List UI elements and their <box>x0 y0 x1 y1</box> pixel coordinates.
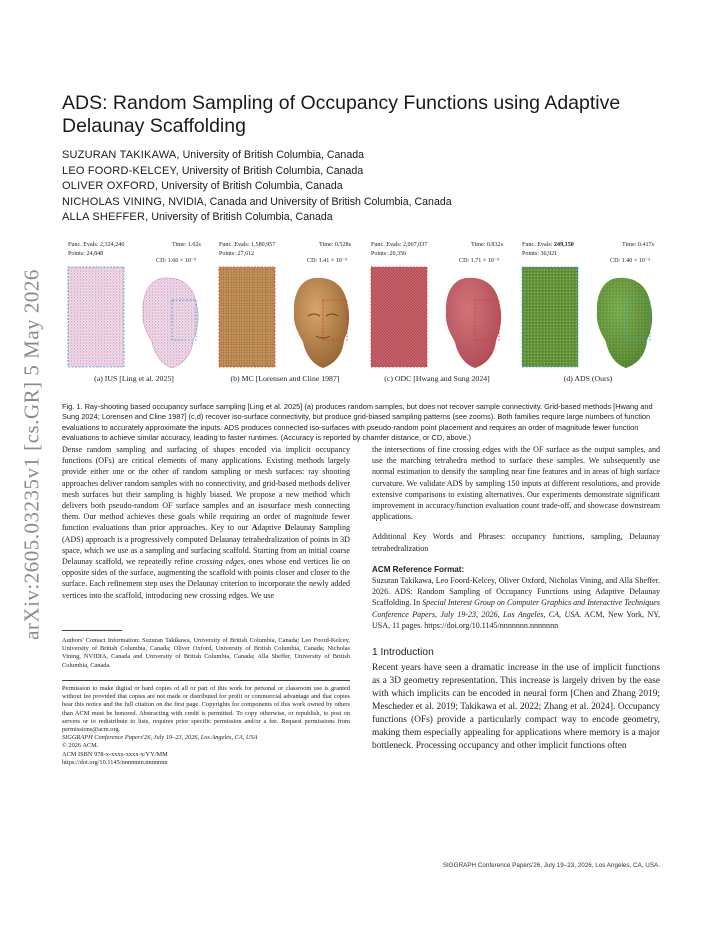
panel-caption: (c) ODC [Hwang and Sung 2024] <box>384 374 490 383</box>
figure-caption: Fig. 1. Ray-shooting based occupancy surface sampling [Ling et al. 2025] (a) produces random samples, but does not recover sample connectivity. Grid-based methods [Hwang and Sung 2024; Lorensen and Cline 1987] (c,d) recover iso-surface connectivity, but produce grid-biased sampling patterns (see zooms). Both families require large numbers of function evaluations to accurately approximate the inputs. ADS produces connected iso-surfaces with pseudo-random point placement and requires an order of magnitude fewer function evaluations to achieve similar accuracy, leading to faster runtimes. (Accuracy is reported by chamfer distance, or CD, above.) <box>62 402 653 442</box>
figure-panel-odc <box>365 242 509 390</box>
zoom-inset <box>371 267 427 367</box>
time-label: Time: 0.832s <box>471 242 503 248</box>
author-affiliation: University of British Columbia, Canada <box>151 211 333 224</box>
keywords: Additional Key Words and Phrases: occupancy functions, sampling, Delaunay tetrahedralization <box>372 532 660 553</box>
abstract-part: ampling (ADS) approach is a progressively computed Delaunay tetrahedralization of points in 3D space, which we use as a sampling and surfacing scaffold. Starting from an initial coarse Delaunay scaffold, we repeatedly refine <box>62 523 350 567</box>
author-name: OLIVER OXFORD, <box>62 180 159 193</box>
figure-panel-ius <box>62 242 206 390</box>
panel-caption: (d) ADS (Ours) <box>563 374 613 383</box>
acronym-letter: D <box>284 523 291 533</box>
abstract-emphasis: crossing edges <box>195 557 244 567</box>
acm-reference-part: Suzuran Takikawa, Leo Foord-Kelcey, Oliver Oxford, Nicholas Vining, and Alla Sheffer. 2026. ADS: Random Sampling of Occupancy Functions using Adaptive Delaunay Scaffolding. In <box>372 576 660 608</box>
abstract-continued: the intersections of fine crossing edges with the OF surface as the output samples, and use the marching tetrahedra method to surface these samples. We subsequently use normal estimation to densify the sampling near fine features and in areas of high surface curvature. We validate ADS by sampling 150 inputs at different resolutions, and provide extensive comparisons to existing alternatives. Our experiments demonstrate significant improvement in accuracy/function evaluation count trade-off, and showcase downstream applications. <box>372 445 660 522</box>
author-affiliation: NVIDIA, Canada and University of British Columbia, Canada <box>168 195 452 208</box>
author-line <box>62 195 662 211</box>
panel-caption: (b) MC [Lorensen and Cline 1987] <box>230 374 340 383</box>
abstract-part: daptive <box>257 523 285 533</box>
figure-image-ius <box>62 264 206 372</box>
permission-conference: SIGGRAPH Conference Papers'26, July 19–23, 2026, Los Angeles, CA, USA <box>62 734 258 742</box>
points-label: Points: 24,848 <box>68 251 104 257</box>
abstract-part: elaunay <box>290 523 320 533</box>
section-heading-introduction: 1 Introduction <box>372 647 434 659</box>
author-affiliation: University of British Columbia, Canada <box>181 164 364 177</box>
footnote-rule <box>62 630 122 631</box>
func-evals-label: Func. Evals: 1,580,957 <box>219 242 276 248</box>
zoom-inset <box>219 267 275 367</box>
author-name: NICHOLAS VINING, <box>62 195 166 208</box>
author-name: SUZURAN TAKIKAWA, <box>62 149 180 161</box>
abstract-text <box>62 444 350 601</box>
acm-reference <box>372 575 660 631</box>
head-mesh-overlay <box>597 278 652 368</box>
chamfer-distance-label: CD: 1.66 × 10⁻⁵ <box>156 258 197 264</box>
abstract-paragraph <box>62 444 350 601</box>
chamfer-distance-label: CD: 1.71 × 10⁻⁵ <box>459 258 500 264</box>
figure-image-ads <box>516 264 660 372</box>
abstract-part: , ones whose end vertices lie on opposite sides of the surface, augmenting the scaffold with points closer and closer to the surface. Each refinement step uses the Delaunay criterion to incorporate the newly added vertices into the scaffold, introducing new crossing edges. We use <box>62 557 351 600</box>
func-evals-label: Func. Evals: 2,324,240 <box>68 242 125 248</box>
time-label: Time: 0.528s <box>319 242 351 248</box>
author-line <box>62 210 662 226</box>
author-contact-info: Authors' Contact Information: Suzuran Takikawa, University of British Columbia, Canada; Leo Foord-Kelcey, University of British Columbia, Canada; Oliver Oxford, University of British Columbia, Canada; Nicholas Vining, NVIDIA, Canada and University of British Columbia, Canada; Alla Sheffer, University of British Columbia, Canada. <box>62 637 350 669</box>
arxiv-stamp: arXiv:2605.03235v1 [cs.GR] 5 May 2026 <box>19 269 44 640</box>
page-footer: SIGGRAPH Conference Papers'26, July 19–23, 2026, Los Angeles, CA, USA. <box>442 862 660 869</box>
zoom-inset <box>68 267 124 367</box>
time-label: Time: 1.02s <box>172 242 201 248</box>
points-label: Points: 20,356 <box>371 251 407 257</box>
func-evals-value: 249,150 <box>554 242 574 248</box>
right-column <box>372 444 660 753</box>
author-line <box>62 148 662 164</box>
author-line <box>62 179 662 195</box>
introduction-text: Recent years have seen a dramatic increase in the use of implicit functions as a 3D geometry representation. This increase is largely driven by the ease with which implicits can be encoded in neural form [Chen and Zhang 2019; Mescheder et al. 2019; Takikawa et al. 2022; Zhang et al. 2024]. Occupancy functions (OFs) provide a particularly compact way to encode geometry, making them especially appealing for applications where memory is a major bottleneck. Processing occupancy and other implicit functions often <box>372 663 660 752</box>
permission-doi: https://doi.org/10.1145/nnnnnnn.nnnnnnn <box>62 758 168 766</box>
acm-reference-venue: Special Interest Group on Computer Graphics and Interactive Techniques Conference Papers, July 19-23, 2026, Los Angeles, CA, USA. <box>372 598 661 619</box>
panel-caption: (a) IUS [Ling et al. 2025] <box>94 374 174 383</box>
permission-copyright: © 2026 ACM. <box>62 742 99 750</box>
author-affiliation: University of British Columbia, Canada <box>161 180 343 193</box>
head-mesh-overlay <box>446 278 501 368</box>
chamfer-distance-label: CD: 1.40 × 10⁻⁵ <box>610 258 651 264</box>
acronym-letter: S <box>319 523 324 533</box>
func-evals-label: Func. Evals: 249,150 <box>522 242 574 248</box>
acronym-letter: A <box>251 523 258 533</box>
figure-panel-ads <box>516 242 660 390</box>
teaser-figure <box>62 242 660 390</box>
chamfer-distance-label: CD: 1.41 × 10⁻⁵ <box>307 258 348 264</box>
author-list <box>62 148 662 226</box>
acm-reference-heading: ACM Reference Format: <box>372 564 465 574</box>
acm-reference-part: ACM, New York, NY, USA, 11 pages. https://doi.org/10.1145/nnnnnnn.nnnnnnn <box>372 609 661 630</box>
figure-panel-mc <box>213 242 357 390</box>
permission-rule <box>62 680 350 681</box>
author-name: ALLA SHEFFER, <box>62 211 149 224</box>
abstract-part: Dense random sampling and surfacing of shapes encoded via implicit occupancy functions (OFs) are critical elements of many applications. Existing methods largely provide either one or the other of random sampling or mesh surfaces: ray shooting approaches deliver random samples with no connectivity, and grid-based methods deliver mesh surfaces but their sampling is highly biased. We propose a new method which delivers both pseudo-random OF surface samples and an isosurface mesh connecting them. Our method achieves these goals while requiring an order of magnitude fewer function evaluations than prior approaches. Key to our <box>62 445 350 533</box>
author-line <box>62 164 662 180</box>
points-label: Points: 27,612 <box>219 251 255 257</box>
permission-block <box>62 685 350 767</box>
figure-image-odc <box>365 264 509 372</box>
author-affiliation: University of British Columbia, Canada <box>182 149 365 161</box>
permission-isbn: ACM ISBN 978-x-xxxx-xxxx-x/YY/MM <box>62 750 168 758</box>
time-label: Time: 0.417s <box>622 242 654 248</box>
author-name: LEO FOORD-KELCEY, <box>62 164 179 177</box>
permission-text: Permission to make digital or hard copies of all or part of this work for personal or classroom use is granted without fee provided that copies are not made or distributed for profit or commercial advantage and that copies bear this notice and the full citation on the first page. Copyrights for components of this work owned by others than ACM must be honored. Abstracting with credit is permitted. To copy otherwise, or republish, to post on servers or to redistribute to lists, requires prior specific permission and/or a fee. Request permissions from permissions@acm.org. <box>62 685 350 734</box>
func-evals-label: Func. Evals: 2,067,037 <box>371 242 428 248</box>
head-render <box>294 278 349 368</box>
figure-image-mc <box>213 264 357 372</box>
points-label: Points: 36,921 <box>522 251 558 257</box>
paper-title: ADS: Random Sampling of Occupancy Functions using Adaptive Delaunay Scaffolding <box>62 92 621 137</box>
zoom-inset <box>522 267 578 367</box>
head-render <box>143 278 198 368</box>
